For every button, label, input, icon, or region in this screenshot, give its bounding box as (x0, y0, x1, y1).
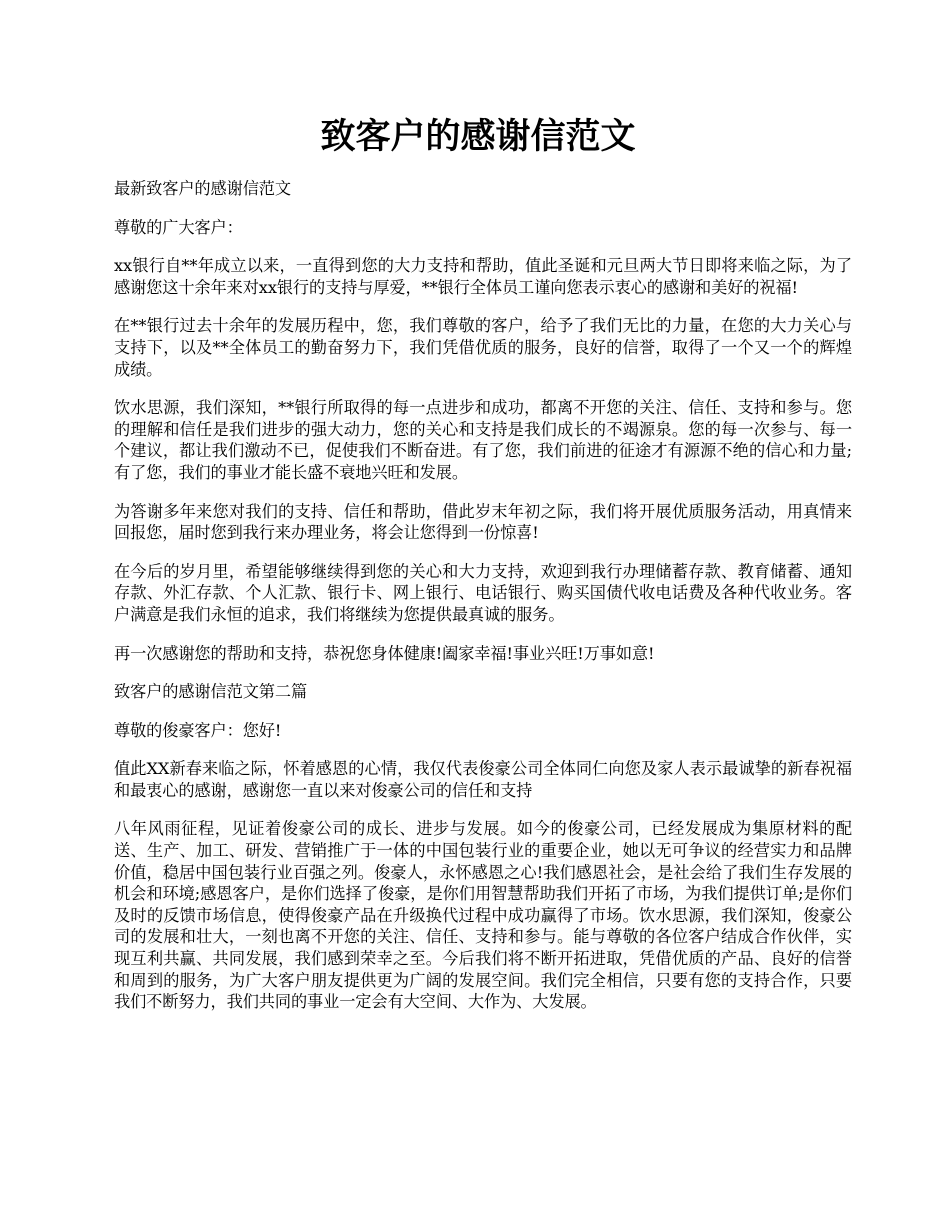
paragraph-intro: xx银行自**年成立以来，一直得到您的大力支持和帮助，值此圣诞和元旦两大节日即将来临之际，为了感谢您这十余年来对xx银行的支持与厚爱，**银行全体员工谨向您表示衷心的感谢和美好的祝福! (114, 256, 852, 297)
paragraph-new-year: 值此XX新春来临之际，怀着感恩的心情，我仅代表俊豪公司全体同仁向您及家人表示最诚挚的新春祝福和最衷心的感谢，感谢您一直以来对俊豪公司的信任和支持 (114, 759, 852, 800)
paragraph-greeting: 尊敬的广大客户： (114, 217, 243, 237)
paragraph-history: 在**银行过去十余年的发展历程中，您，我们尊敬的客户，给予了我们无比的力量，在您的大力关心与支持下，以及**全体员工的勤奋努力下，我们凭借优质的服务，良好的信誉，取得了一个又一个的辉煌成绩。 (114, 316, 852, 379)
paragraph-subtitle: 最新致客户的感谢信范文 (114, 179, 291, 198)
paragraph-services: 在今后的岁月里，希望能够继续得到您的关心和大力支持，欢迎到我行办理储蓄存款、教育储蓄、通知存款、外汇存款、个人汇款、银行卡、网上银行、电话银行、购买国债代收电话费及各种代收业务。客户满意是我们永恒的追求，我们将继续为您提供最真诚的服务。 (114, 561, 852, 624)
paragraph-service-activity: 为答谢多年来您对我们的支持、信任和帮助，借此岁末年初之际，我们将开展优质服务活动，用真情来回报您，届时您到我行来办理业务，将会让您得到一份惊喜! (114, 501, 852, 543)
document-title: 致客户的感谢信范文 (320, 116, 636, 157)
paragraph-closing: 再一次感谢您的帮助和支持，恭祝您身体健康!阖家幸福!事业兴旺!万事如意! (114, 643, 655, 663)
paragraph-second-greeting: 尊敬的俊豪客户：您好! (114, 720, 282, 740)
paragraph-gratitude: 饮水思源，我们深知，**银行所取得的每一点进步和成功，都离不开您的关注、信任、支持和参与。您的理解和信任是我们进步的强大动力，您的关心和支持是我们成长的不竭源泉。您的每一次参与、每一个建议，都让我们激动不已，促使我们不断奋进。有了您，我们前进的征途才有源源不绝的信心和力量;有了您，我们的事业才能长盛不衰地兴旺和发展。 (114, 398, 852, 482)
paragraph-development: 八年风雨征程，见证着俊豪公司的成长、进步与发展。如今的俊豪公司，已经发展成为集原材料的配送、生产、加工、研发、营销推广于一体的中国包装行业的重要企业，她以无可争议的经营实力和品牌价值，稳居中国包装行业百强之列。俊豪人，永怀感恩之心!我们感恩社会，是社会给了我们生存发展的机会和环境;感恩客户，是你们选择了俊豪，是你们用智慧帮助我们开拓了市场，为我们提供订单;是你们及时的反馈市场信息，使得俊豪产品在升级换代过程中成功赢得了市场。饮水思源，我们深知，俊豪公司的发展和壮大，一刻也离不开您的关注、信任、支持和参与。能与尊敬的各位客户结成合作伙伴，实现互利共赢、共同发展，我们感到荣幸之至。今后我们将不断开拓进取，凭借优质的产品、良好的信誉和周到的服务，为广大客户朋友提供更为广阔的发展空间。我们完全相信，只要有您的支持合作，只要我们不断努力，我们共同的事业一定会有大空间、大作为、大发展。 (114, 819, 852, 1012)
paragraph-second-title: 致客户的感谢信范文第二篇 (114, 682, 308, 702)
